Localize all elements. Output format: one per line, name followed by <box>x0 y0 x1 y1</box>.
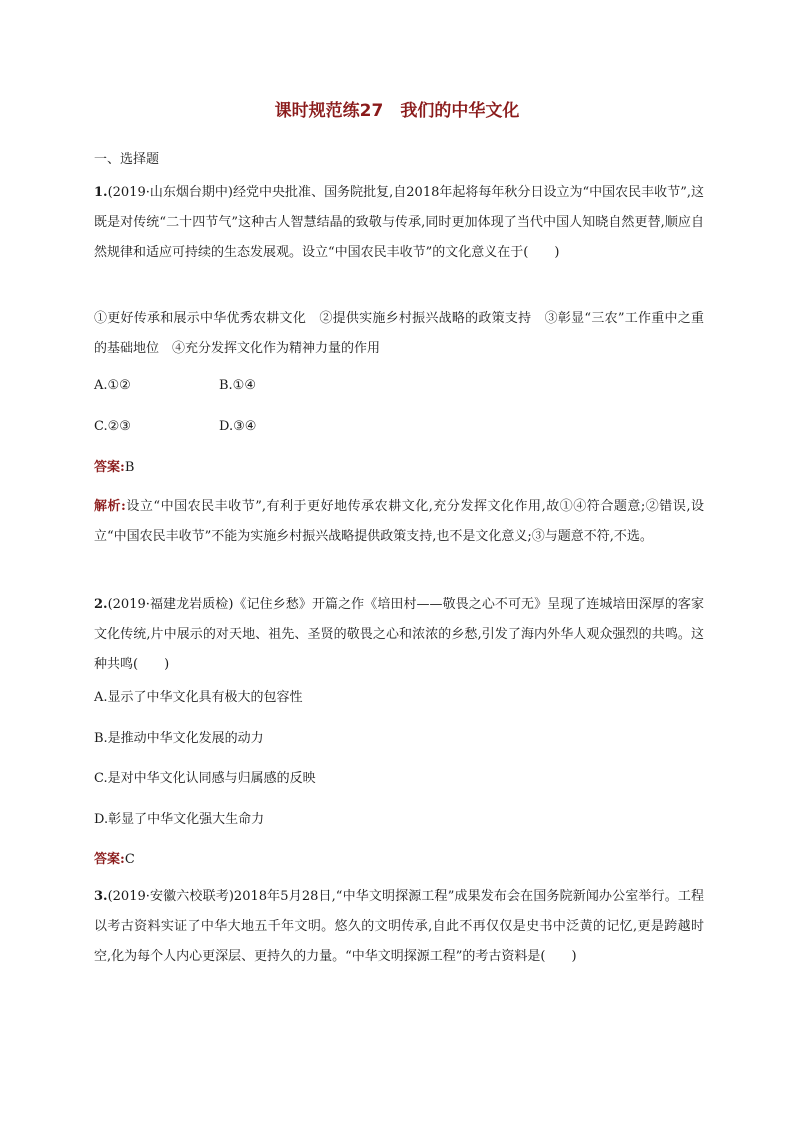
option-d: D.③④ <box>219 419 257 434</box>
question-number: 2. <box>94 597 108 612</box>
question-text: (2019·安徽六校联考)2018年5月28日,“中华文明探源工程”成果发布会在国务院新闻办公室举行。工程以考古资料实证了中华大地五千年文明。悠久的文明传承,自此不再仅仅是史书中泛黄的记忆,更是跨越时空,化为每个人内心更深层、更持久的力量。“中华文明探源工程”的考古资料是( ) <box>94 889 704 964</box>
analysis-1 <box>94 492 704 552</box>
option-b: B.是推动中华文化发展的动力 <box>94 731 264 746</box>
question-text: (2019·山东烟台期中)经党中央批准、国务院批复,自2018年起将每年秋分日设立为“中国农民丰收节”,这既是对传统“二十四节气”这种古人智慧结晶的致敬与传承,同时更加体现了当代中国人知晓自然更替,顺应自然规律和适应可持续的生态发展观。设立“中国农民丰收节”的文化意义在于( ) <box>94 185 704 260</box>
answer-value: C <box>124 852 135 867</box>
question-number: 1. <box>94 185 108 200</box>
answer-label: 答案: <box>94 460 125 475</box>
question-1-statements: ①更好传承和展示中华优秀农耕文化 ②提供实施乡村振兴战略的政策支持 ③彰显“三农”工作重中之重的基础地位 ④充分发挥文化作为精神力量的作用 <box>94 311 704 356</box>
analysis-text: 设立“中国农民丰收节”,有利于更好地传承农耕文化,充分发挥文化作用,故①④符合题意;②错误,设立“中国农民丰收节”不能为实施乡村振兴战略提供政策支持,也不是文化意义;③与题意不符,不选。 <box>94 499 704 544</box>
analysis-label: 解析: <box>94 499 126 514</box>
answer-1 <box>94 458 134 478</box>
answer-value: B <box>124 460 135 475</box>
question-number: 3. <box>94 889 108 904</box>
option-d: D.彰显了中华文化强大生命力 <box>94 812 265 827</box>
question-1 <box>94 178 704 268</box>
option-a: A.显示了中华文化具有极大的包容性 <box>94 690 303 705</box>
option-c: C.是对中华文化认同感与归属感的反映 <box>94 771 316 786</box>
option-b: B.①④ <box>219 378 256 393</box>
option-c: C.②③ <box>94 419 131 434</box>
answer-2 <box>94 850 135 870</box>
question-2 <box>94 590 704 680</box>
question-3 <box>94 882 704 972</box>
page-title: 课时规范练27 我们的中华文化 <box>274 101 520 121</box>
option-a: A.①② <box>94 378 131 393</box>
question-text: (2019·福建龙岩质检)《记住乡愁》开篇之作《培田村——敬畏之心不可无》呈现了连城培田深厚的客家文化传统,片中展示的对天地、祖先、圣贤的敬畏之心和浓浓的乡愁,引发了海内外华人观众强烈的共鸣。这种共鸣( ) <box>94 597 704 672</box>
section-heading: 一、选择题 <box>94 152 160 167</box>
answer-label: 答案: <box>94 852 125 867</box>
